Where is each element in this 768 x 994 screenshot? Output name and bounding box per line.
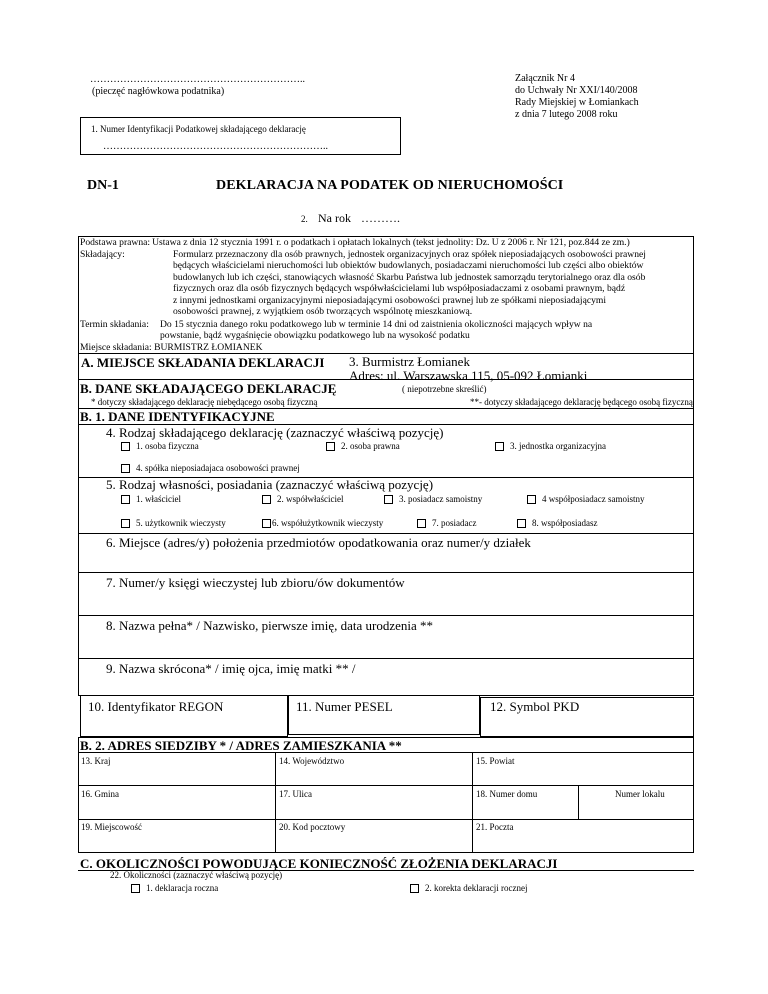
option-spolka[interactable]: [121, 463, 300, 473]
section-a-heading: A. MIEJSCE SKŁADANIA DEKLARACJI: [81, 355, 325, 370]
option-label: 3. posiadacz samoistny: [399, 494, 483, 504]
checkbox[interactable]: [121, 495, 130, 504]
option-wlasciciel[interactable]: [121, 494, 181, 504]
year-field-label: Na rok: [318, 211, 351, 225]
deadline-line-1: Do 15 stycznia danego roku podatkowego lub w terminie 14 dni od zaistnienia okoliczności mających wpływ na: [160, 318, 593, 330]
option-osoba-fizyczna[interactable]: [121, 441, 199, 451]
place-text: BURMISTRZ ŁOMIANEK: [154, 341, 263, 353]
annex-line-1: Załącznik Nr 4: [515, 73, 575, 84]
option-jednostka-organizacyjna[interactable]: [495, 441, 606, 451]
field-9-label: 9. Nazwa skrócona* / imię ojca, imię matki ** /: [106, 661, 356, 676]
page-title: DEKLARACJA NA PODATEK OD NIERUCHOMOŚCI: [216, 178, 564, 193]
option-posiadacz-samoistny[interactable]: [384, 494, 482, 504]
checkbox[interactable]: [121, 464, 130, 473]
field-15-label[interactable]: 15. Powiat: [476, 756, 515, 766]
authority-name: 3. Burmistrz Łomianek: [349, 354, 470, 369]
filer-line-2: będących właścicielami nieruchomości lub obiektów budowlanych, posiadaczami nieruchomości lub części albo obiektów: [173, 260, 644, 271]
checkbox[interactable]: [262, 519, 271, 528]
field-14-label[interactable]: 14. Województwo: [279, 756, 345, 766]
note-natural: * dotyczy składającego deklarację niebędącego osobą fizyczną: [91, 397, 318, 407]
checkbox[interactable]: [517, 519, 526, 528]
option-label: 2. korekta deklaracji rocznej: [425, 883, 528, 893]
option-wspolposiadasz[interactable]: [517, 518, 598, 528]
option-posiadacz[interactable]: [417, 518, 476, 528]
note-legal: **- dotyczy składającego deklarację będącego osobą fizyczną: [470, 397, 693, 407]
filer-line-4: fizycznych oraz dla osób fizycznych będących współwłaścicielami lub współposiadaczami z osobami prawnym, bądź: [173, 283, 626, 294]
option-label: 3. jednostka organizacyjna: [510, 441, 607, 451]
option-deklaracja-roczna[interactable]: [131, 883, 218, 893]
checkbox[interactable]: [410, 884, 419, 893]
flat-number-label[interactable]: Numer lokalu: [615, 789, 665, 799]
option-wspoluzytkownik-wieczysty[interactable]: [262, 518, 383, 528]
annex-line-4: z dnia 7 lutego 2008 roku: [515, 109, 618, 120]
option-osoba-prawna[interactable]: [326, 441, 400, 451]
field-12-label: 12. Symbol PKD: [490, 699, 580, 714]
field-20-label[interactable]: 20. Kod pocztowy: [279, 822, 346, 832]
option-label: 8. współposiadasz: [532, 518, 598, 528]
nip-label: 1. Numer Identyfikacji Podatkowej składającego deklarację: [91, 124, 306, 134]
filer-line-6: osobowości prawnej, z wyjątkiem osób tworzących wspólnotę mieszkaniową.: [173, 306, 473, 317]
checkbox[interactable]: [417, 519, 426, 528]
b1-heading: B. 1. DANE IDENTYFIKACYJNE: [80, 409, 275, 424]
option-label: 6. współużytkownik wieczysty: [272, 518, 384, 528]
field-17-label[interactable]: 17. Ulica: [279, 789, 312, 799]
option-label: 1. właściciel: [136, 494, 181, 504]
field-13-label[interactable]: 13. Kraj: [81, 756, 111, 766]
option-label: 2. współwłaściciel: [277, 494, 344, 504]
option-label: 1. osoba fizyczna: [136, 441, 199, 451]
option-label: 2. osoba prawna: [341, 441, 400, 451]
stamp-label: (pieczęć nagłówkowa podatnika): [92, 86, 225, 97]
field-7-label: 7. Numer/y księgi wieczystej lub zbioru/ów dokumentów: [106, 575, 405, 590]
basis-label: Podstawa prawna:: [80, 237, 151, 248]
option-wspolwlasciciel[interactable]: [262, 494, 344, 504]
field-10-label: 10. Identyfikator REGON: [88, 699, 224, 714]
option-label: 7. posiadacz: [432, 518, 477, 528]
checkbox[interactable]: [121, 442, 130, 451]
form-code: DN-1: [87, 178, 119, 193]
checkbox[interactable]: [384, 495, 393, 504]
stamp-dots: ………………………………………………………..: [90, 74, 305, 85]
option-label: 1. deklaracja roczna: [146, 883, 219, 893]
deadline-line-2: powstanie, bądź wygaśnięcie obowiązku podatkowego lub na wysokość podatku: [160, 330, 470, 341]
section-c-heading: C. OKOLICZNOŚCI POWODUJĄCE KONIECZNOŚĆ ZŁOŻENIA DEKLARACJI: [80, 856, 558, 871]
section-b-heading: B. DANE SKŁADAJĄCEGO DEKLARACJĘ: [80, 381, 337, 396]
filer-line-1: Formularz przeznaczony dla osób prawnych, jednostek organizacyjnych oraz spółek nieposiadających osobowości prawnej: [173, 248, 646, 260]
field-21-label[interactable]: 21. Poczta: [476, 822, 514, 832]
option-label: 5. użytkownik wieczysty: [136, 518, 226, 528]
checkbox[interactable]: [527, 495, 536, 504]
year-field-number: 2.: [301, 214, 308, 224]
section-b-note: ( niepotrzebne skreślić): [402, 384, 487, 394]
field-18-label[interactable]: 18. Numer domu: [476, 789, 538, 799]
filer-label: Składający:: [80, 248, 125, 260]
deadline-label: Termin składania:: [80, 318, 149, 330]
checkbox[interactable]: [121, 519, 130, 528]
legal-info: [80, 237, 692, 354]
field-22-label: 22. Okoliczności (zaznaczyć właściwą pozycję): [110, 870, 283, 880]
authority-address: Adres: ul. Warszawska 115, 05-092 Łomianki: [349, 368, 588, 383]
nip-dots: …………………………………………………………..: [103, 141, 328, 152]
field-6-label: 6. Miejsce (adres/y) położenia przedmiotów opodatkowania oraz numer/y działek: [106, 535, 531, 550]
option-label: 4. spółka nieposiadajaca osobowości prawnej: [136, 463, 300, 473]
field-19-label[interactable]: 19. Miejscowość: [81, 822, 142, 832]
basis-text: Ustawa z dnia 12 stycznia 1991 r. o podatkach i opłatach lokalnych (tekst jednolity: Dz. U z 2006 r. Nr 121, poz.844 ze zm.): [152, 237, 630, 248]
field-16-label[interactable]: 16. Gmina: [81, 789, 119, 799]
option-label: 4 współposiadacz samoistny: [542, 494, 645, 504]
annex-line-3: Rady Miejskiej w Łomiankach: [515, 97, 639, 108]
field-8-label: 8. Nazwa pełna* / Nazwisko, pierwsze imię, data urodzenia **: [106, 618, 434, 633]
field-4-label: 4. Rodzaj składającego deklarację (zaznaczyć właściwą pozycję): [106, 425, 444, 440]
option-korekta-deklaracji[interactable]: [410, 883, 527, 893]
checkbox[interactable]: [326, 442, 335, 451]
annex-line-2: do Uchwały Nr XXI/140/2008: [515, 85, 638, 96]
place-label: Miejsce składania:: [80, 341, 152, 353]
checkbox[interactable]: [495, 442, 504, 451]
field-5-label: 5. Rodzaj własności, posiadania (zaznaczyć właściwą pozycję): [106, 477, 434, 492]
checkbox[interactable]: [262, 495, 271, 504]
field-11-label: 11. Numer PESEL: [296, 699, 393, 714]
checkbox[interactable]: [131, 884, 140, 893]
b2-heading: B. 2. ADRES SIEDZIBY * / ADRES ZAMIESZKANIA **: [80, 738, 402, 753]
filer-line-5: z innymi jednostkami organizacyjnymi nieposiadającymi osobowości prawnej lub ze spółkami nieposiadającymi: [173, 294, 607, 306]
option-uzytkownik-wieczysty[interactable]: [121, 518, 226, 528]
year-field-input[interactable]: ……….: [361, 211, 400, 225]
nip-box[interactable]: [80, 117, 401, 155]
option-wspolposiadacz-samoistny[interactable]: [527, 494, 645, 504]
address-grid: [78, 752, 694, 853]
filer-line-3: budowlanych lub ich części, stanowiących własność Skarbu Państwa lub jednostek samorządu terytorialnego oraz dla osób: [173, 271, 646, 283]
